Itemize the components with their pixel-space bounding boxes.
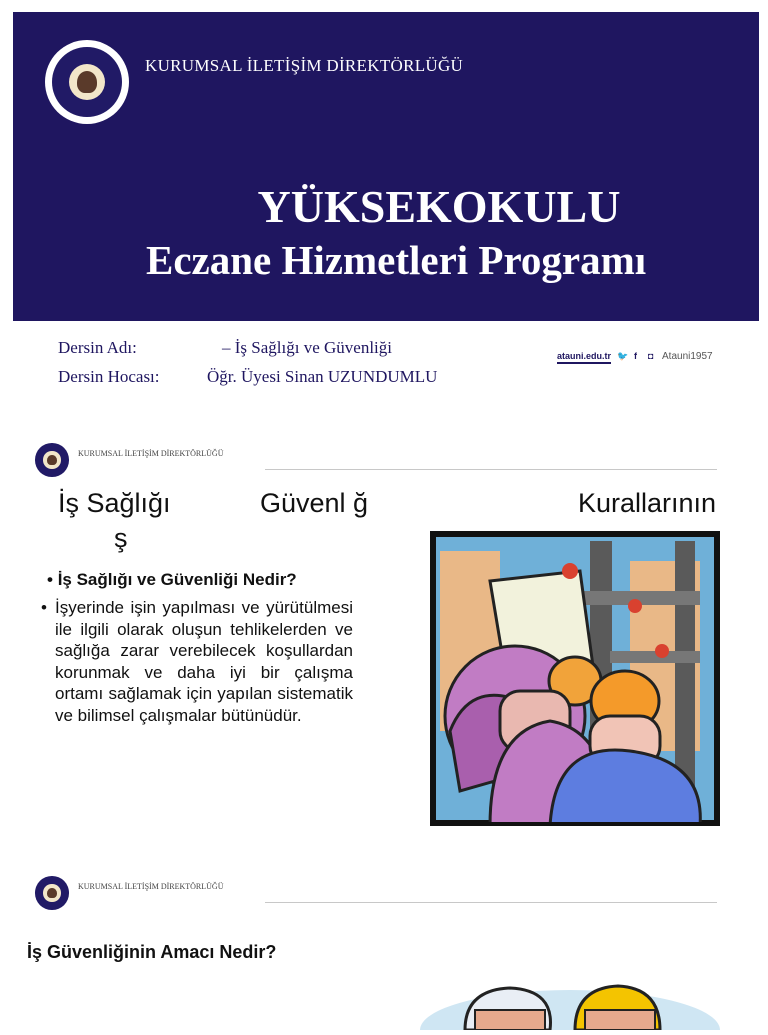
content-slide-1 bbox=[0, 425, 768, 855]
directorate-label: KURUMSAL İLETİŞİM DİREKTÖRLÜĞÜ bbox=[145, 56, 464, 75]
header-divider bbox=[265, 902, 717, 903]
course-label: Dersin Adı: bbox=[58, 338, 137, 357]
slide-heading: İş Güvenliğinin Amacı Nedir? bbox=[27, 942, 277, 962]
header-divider bbox=[265, 469, 717, 470]
workers-construction-illustration bbox=[430, 531, 720, 826]
course-value: – İş Sağlığı ve Güvenliği bbox=[222, 338, 392, 357]
university-seal-logo bbox=[32, 873, 72, 913]
university-seal-logo bbox=[45, 40, 129, 124]
bullet-text: İş Sağlığı ve Güvenliği Nedir? bbox=[57, 570, 297, 589]
school-title: YÜKSEKOKULU bbox=[257, 181, 621, 232]
directorate-label: KURUMSAL İLETİŞİM DİREKTÖRLÜĞÜ bbox=[78, 449, 224, 458]
slide-heading-part: ş bbox=[114, 523, 128, 553]
instructor-label: Dersin Hocası: bbox=[58, 367, 160, 386]
bullet-text: İşyerinde işin yapılması ve yürütülmesi ile ilgili olarak oluşun tehlikelerden ve sağlığa zarar verebilecek koşullardan korunmak ve daha iyi bir çalışma ortamı sağlamak için yapılan sistematik ve bilimsel çalışmalar bütünüdür. bbox=[55, 598, 353, 725]
title-slide bbox=[0, 0, 768, 420]
social-handle: Atauni1957 bbox=[662, 351, 713, 362]
content-slide-2 bbox=[0, 860, 768, 1024]
directorate-label: KURUMSAL İLETİŞİM DİREKTÖRLÜĞÜ bbox=[78, 882, 224, 891]
instagram-icon[interactable]: ◘ bbox=[648, 351, 654, 361]
twitter-icon[interactable]: 🐦 bbox=[617, 351, 629, 361]
slide-heading-part: İş Sağlığı bbox=[58, 488, 171, 518]
title-banner bbox=[13, 12, 759, 321]
bullet-question bbox=[47, 570, 297, 590]
workers-helmets-illustration bbox=[410, 970, 730, 1030]
university-seal-logo bbox=[32, 440, 72, 480]
website-link[interactable]: atauni.edu.tr bbox=[557, 351, 611, 364]
facebook-icon[interactable]: f bbox=[634, 351, 637, 361]
program-title: Eczane Hizmetleri Programı bbox=[146, 237, 647, 283]
slide-heading-part: Kurallarının bbox=[578, 488, 717, 518]
bullet-marker: • bbox=[47, 570, 53, 589]
bullet-marker: • bbox=[41, 598, 47, 617]
bullet-definition bbox=[41, 597, 353, 726]
instructor-value: Öğr. Üyesi Sinan UZUNDUMLU bbox=[207, 367, 438, 386]
slide-heading-part: Güvenl ğ bbox=[260, 488, 369, 518]
